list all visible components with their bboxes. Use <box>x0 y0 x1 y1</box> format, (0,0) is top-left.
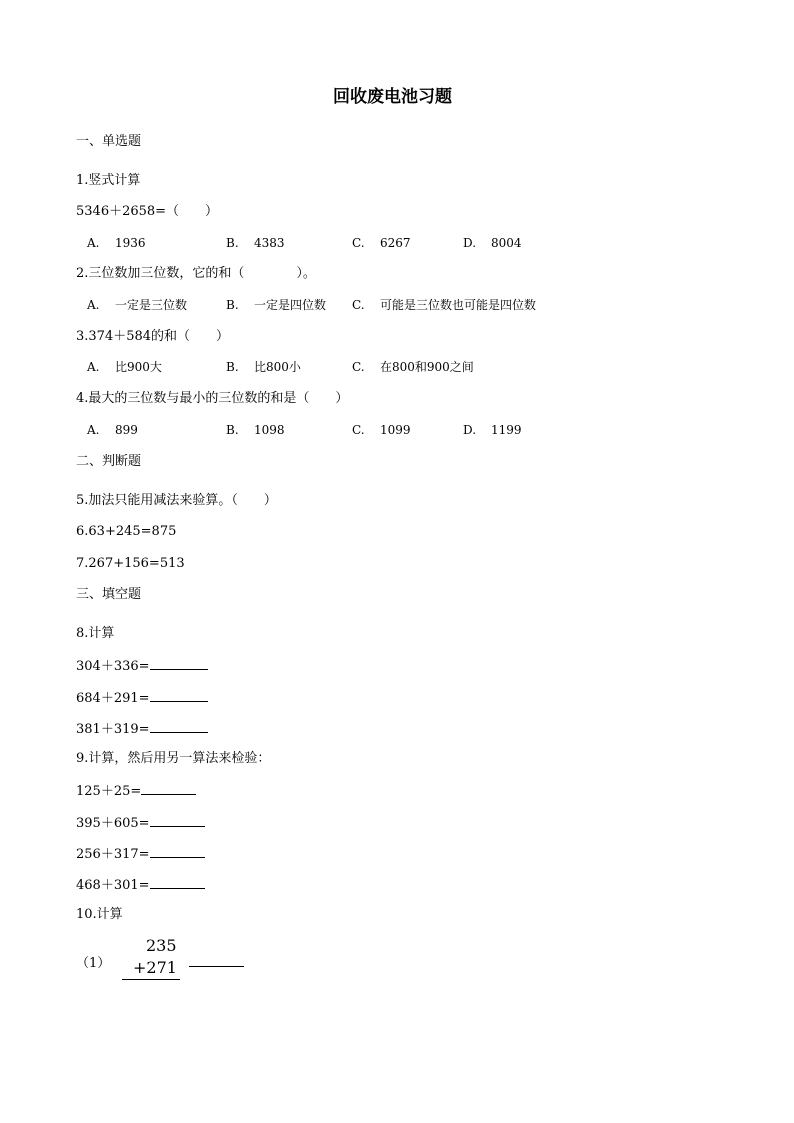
question-6-stem: 6.63+245=875 <box>76 524 177 539</box>
question-3-option-b[interactable]: B. 比800小 <box>226 360 301 374</box>
question-9-title: 9.计算，然后用另一算法来检验： <box>76 751 271 766</box>
question-3-option-c[interactable]: C. 在800和900之间 <box>352 360 474 374</box>
section-heading-single-choice: 一、单选题 <box>76 134 142 149</box>
question-9-item-2: 395＋605= <box>76 815 205 830</box>
answer-blank[interactable] <box>150 658 208 670</box>
question-2-option-a[interactable]: A. 一定是三位数 <box>87 298 188 312</box>
answer-blank[interactable] <box>150 815 205 827</box>
question-4-option-d[interactable]: D. 1199 <box>463 423 522 437</box>
question-1-option-c[interactable]: C. 6267 <box>352 236 411 250</box>
question-10-title: 10.计算 <box>76 907 123 922</box>
vertical-addend-top: 235 <box>146 936 177 955</box>
question-1-option-d[interactable]: D. 8004 <box>463 236 522 250</box>
page-title: 回收废电池习题 <box>333 87 452 107</box>
section-heading-true-false: 二、判断题 <box>76 454 142 469</box>
question-3-option-a[interactable]: A. 比900大 <box>87 360 162 374</box>
question-4-option-c[interactable]: C. 1099 <box>352 423 411 437</box>
section-heading-fill-blank: 三、填空题 <box>76 587 142 602</box>
question-2-option-c[interactable]: C. 可能是三位数也可能是四位数 <box>352 298 537 312</box>
question-7-stem: 7.267+156=513 <box>76 556 185 571</box>
question-10-label: （1） <box>76 956 111 971</box>
answer-blank[interactable] <box>150 877 205 889</box>
question-1-option-b[interactable]: B. 4383 <box>226 236 285 250</box>
question-3-stem: 3.374＋584的和（ ） <box>76 329 230 344</box>
question-9-item-1: 125＋25= <box>76 783 196 798</box>
vertical-sum-line <box>122 979 180 980</box>
answer-blank[interactable] <box>141 783 196 795</box>
answer-blank[interactable] <box>150 721 208 733</box>
question-2-stem: 2.三位数加三位数，它的和（ ）。 <box>76 266 316 281</box>
question-8-item-1: 304＋336= <box>76 658 208 673</box>
answer-blank[interactable] <box>189 966 244 967</box>
question-4-option-b[interactable]: B. 1098 <box>226 423 285 437</box>
vertical-addend-bottom: +271 <box>133 958 177 977</box>
question-4-stem: 4.最大的三位数与最小的三位数的和是（ ） <box>76 391 349 406</box>
question-2-option-b[interactable]: B. 一定是四位数 <box>226 298 327 312</box>
question-8-title: 8.计算 <box>76 626 115 641</box>
question-8-item-3: 381＋319= <box>76 721 208 736</box>
question-4-option-a[interactable]: A. 899 <box>87 423 138 437</box>
question-1-title: 1.竖式计算 <box>76 173 141 188</box>
question-1-stem: 5346＋2658=（ ） <box>76 204 219 219</box>
question-9-item-3: 256＋317= <box>76 846 205 861</box>
question-8-item-2: 684＋291= <box>76 690 208 705</box>
answer-blank[interactable] <box>150 690 208 702</box>
answer-blank[interactable] <box>150 846 205 858</box>
question-1-option-a[interactable]: A. 1936 <box>87 236 146 250</box>
question-9-item-4: 468＋301= <box>76 877 205 892</box>
question-5-stem: 5.加法只能用减法来验算。（ ） <box>76 493 277 508</box>
